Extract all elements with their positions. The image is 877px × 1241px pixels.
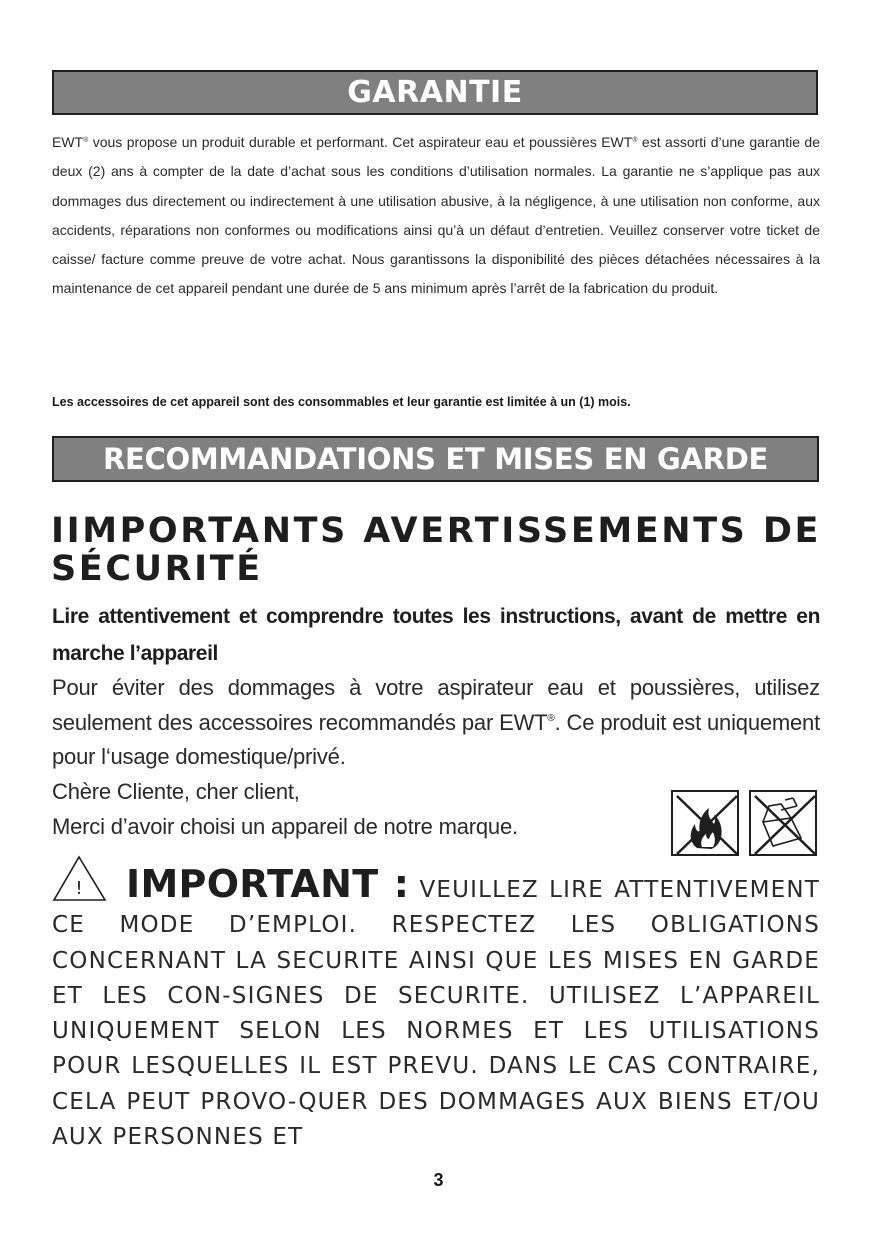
no-fire-icon [671,790,739,856]
garantie-banner: GARANTIE [52,70,818,115]
usage-paragraph: Pour éviter des dommages à votre aspirateur eau et poussières, utilisez seulement des accessoires recommandés par EWT®. Ce produit est uniquement pour l‘usage domestique/privé. [52,675,820,769]
svg-text:!: ! [75,878,83,899]
recommandations-banner: RECOMMANDATIONS ET MISES EN GARDE [52,436,819,482]
read-instructions-subheading: Lire attentivement et comprendre toutes les instructions, avant de mettre en marche l’appareil [52,605,820,665]
page-number: 3 [433,1170,444,1190]
safety-heading: IIMPORTANTS AVERTISSEMENTS DE SÉCURITÉ [51,511,821,589]
no-disposal-icon [749,790,817,856]
important-label: IMPORTANT : [126,862,410,906]
brand-name: EWT [52,134,84,150]
greeting-line: Chère Cliente, cher client, [52,779,300,804]
garantie-paragraph: EWT® vous propose un produit durable et performant. Cet aspirateur eau et poussières EWT® est assorti d’une garantie de deux (2) ans à compter de la date d’achat sous les conditions d’utilisation normales. La garantie ne s’applique pas aux dommages dus directement ou indirectement à une utilisation abusive, à la négligence, à une utilisation non conforme, aux accidents, réparations non conformes ou modifications ainsi qu’à un défaut d’entretien. Veuillez conserver votre ticket de caisse/ facture comme preuve de votre achat. Nous garantissons la disponibilité des pièces détachées nécessaires à la maintenance de cet appareil pendant une durée de 5 ans minimum après l’arrêt de la fabrication du produit. [52,134,820,297]
accessories-note: Les accessoires de cet appareil sont des consommables et leur garantie est limitée à un (1) mois. [52,395,631,409]
thanks-line: Merci d’avoir choisi un appareil de notre marque. [52,814,518,839]
important-text: IMPORTANT : VEUILLEZ LIRE ATTENTIVEMENT CE MODE D’EMPLOI. RESPECTEZ LES OBLIGATIONS CONCERNANT LA SECURITE AINSI QUE LES MISES EN GARDE ET LES CON-SIGNES DE SECURITE. UTILISEZ L’APPAREIL UNIQUEMENT SELON LES NORMES ET LES UTILISATIONS POUR LESQUELLES IL EST PREVU. DANS LE CAS CONTRAIRE, CELA PEUT PROVO-QUER DES DOMMAGES AUX BIENS ET/OU AUX PERSONNES ET [52,862,820,1151]
warning-triangle-icon [52,855,108,903]
